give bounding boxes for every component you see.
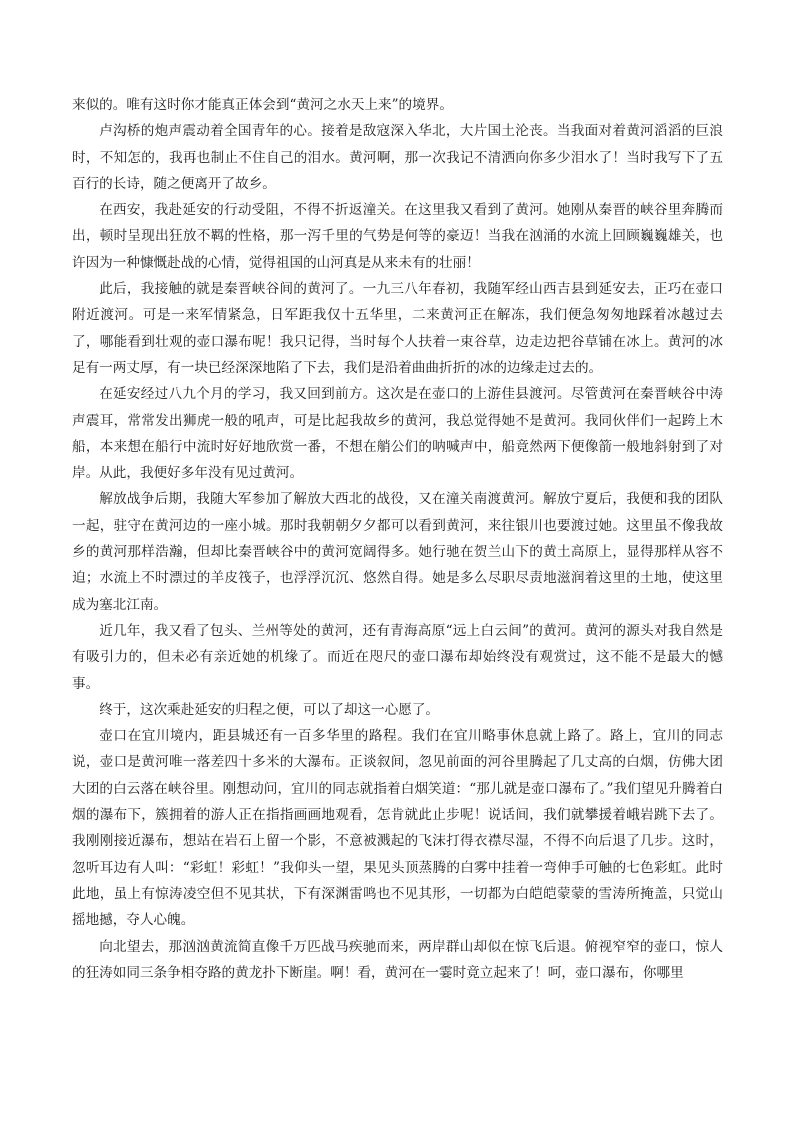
paragraph: 终于，这次乘赴延安的归程之便，可以了却这一心愿了。 [99,701,440,718]
document-body [72,92,723,986]
paragraph: 来似的。唯有这时你才能真正体会到“黄河之水天上来”的境界。 [72,97,453,113]
paragraph: 壶口在宜川境内，距县城还有一百多华里的路程。我们在宜川略事休息就上路了。路上，宜川的同志说，壶口是黄河唯一落差四十多米的大瀑布。正谈叙间，忽见前面的河谷里腾起了几丈高的白烟，仿佛大团大团的白云落在峡谷里。刚想动问，宜川的同志就指着白烟笑道：“那儿就是壶口瀑布了。”我们望见升腾着白烟的瀑布下，簇拥着的游人正在指指画画地观看，怎肯就此止步呢！说话间，我们就攀援着峨岩跳下去了。我刚刚接近瀑布，想站在岩石上留一个影，不意被溅起的飞沫打得衣襟尽湿，不得不向后退了几步。这时，忽听耳边有人叫：“彩虹！彩虹！”我仰头一望，果见头顶蒸腾的白雾中挂着一弯伸手可触的七色彩虹。此时此地，虽上有惊涛凌空但不见其状，下有深渊雷鸣也不见其形，一切都为白皑皑蒙蒙的雪涛所掩盖，只觉山摇地撼，夺人心魄。 [72,728,723,929]
paragraph: 卢沟桥的炮声震动着全国青年的心。接着是敌寇深入华北，大片国土沦丧。当我面对着黄河滔滔的巨浪时，不知怎的，我再也制止不住自己的泪水。黄河啊，那一次我记不清洒向你多少泪水了！当时我写下了五百行的长诗，随之便离开了故乡。 [72,123,723,192]
paragraph: 近几年，我又看了包头、兰州等处的黄河，还有青海高原“远上白云间”的黄河。黄河的源头对我自然是有吸引力的，但未必有亲近她的机缘了。而近在咫尺的壶口瀑布却始终没有观赏过，这不能不是最大的憾事。 [72,622,723,692]
paragraph: 此后，我接触的就是秦晋峡谷间的黄河了。一九三八年春初，我随军经山西吉县到延安去，正巧在壶口附近渡河。可是一来军情紧急，日军距我仅十五华里，二来黄河正在解冻，我们便急匆匆地踩着冰越过去了，哪能看到壮观的壶口瀑布呢！我只记得，当时每个人扶着一束谷草，边走边把谷草铺在冰上。黄河的冰足有一两丈厚，有一块已经深深地陷了下去，我们是沿着曲曲折折的冰的边缘走过去的。 [72,281,723,376]
paragraph: 在西安，我赴延安的行动受阻，不得不折返潼关。在这里我又看到了黄河。她刚从秦晋的峡谷里奔腾而出，顿时呈现出狂放不羁的性格，那一泻千里的气势是何等的豪迈！当我在汹涌的水流上回顾巍巍雄关，也许因为一种慷慨赴战的心情，觉得祖国的山河真是从来未有的壮丽！ [72,202,723,271]
paragraph: 在延安经过八九个月的学习，我又回到前方。这次是在壶口的上游佳县渡河。尽管黄河在秦晋峡谷中涛声震耳，常常发出狮虎一般的吼声，可是比起我故乡的黄河，我总觉得她不是黄河。我同伙伴们一起跨上木船，本来想在船行中流时好好地欣赏一番，不想在艄公们的呐喊声中，船竟然两下便像箭一般地斜射到了对岸。从此，我便好多年没有见过黄河。 [72,386,723,482]
paragraph: 向北望去，那汹汹黄流简直像千万匹战马疾驰而来，两岸群山却似在惊飞后退。俯视窄窄的壶口，惊人的狂涛如同三条争相夺路的黄龙扑下断崖。啊！看，黄河在一霎时竟立起来了！呵，壶口瀑布，你哪里 [72,938,723,981]
paragraph: 解放战争后期，我随大军参加了解放大西北的战役，又在潼关南渡黄河。解放宁夏后，我便和我的团队一起，驻守在黄河边的一座小城。那时我朝朝夕夕都可以看到黄河，来往银川也要渡过她。这里虽不像我故乡的黄河那样浩瀚，但却比秦晋峡谷中的黄河宽阔得多。她行驰在贺兰山下的黄土高原上，显得那样从容不迫；水流上不时漂过的羊皮筏子，也浮浮沉沉、悠然自得。她是多么尽职尽责地滋润着这里的土地，使这里成为塞北江南。 [72,491,723,613]
